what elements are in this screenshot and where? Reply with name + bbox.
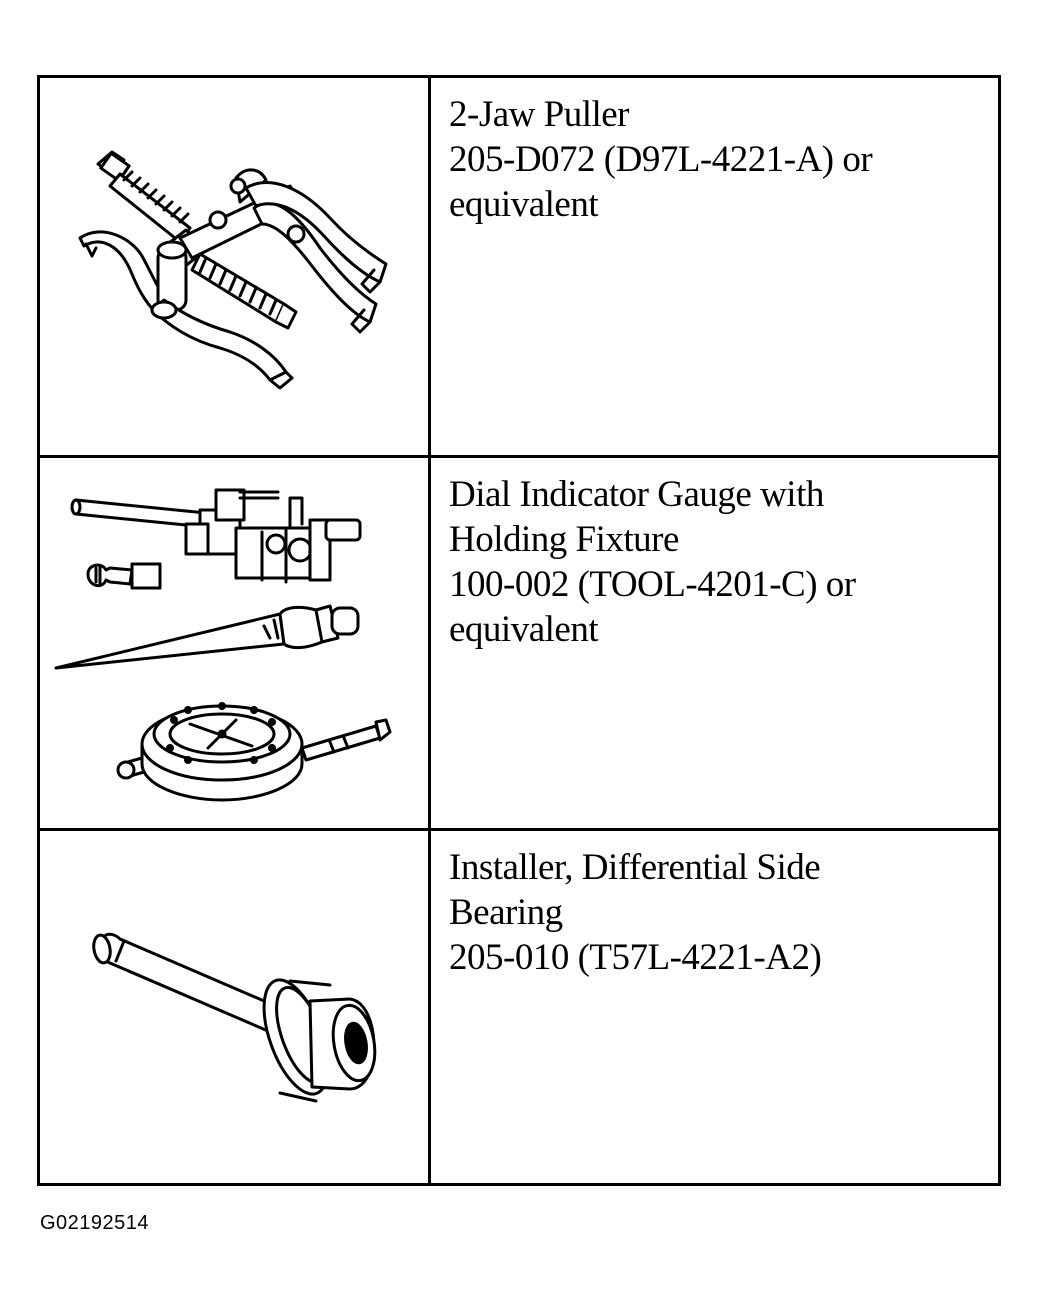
two-jaw-puller-icon [40, 78, 428, 455]
tool-name: 2-Jaw Puller [449, 94, 629, 135]
tool-name-continued: Holding Fixture [449, 519, 679, 560]
tool-part-number: 205-010 (T57L-4221-A2) [449, 937, 822, 978]
tool-description-cell [431, 78, 998, 455]
special-tools-table [37, 75, 1001, 1186]
tool-row-bearing-installer [40, 831, 998, 1183]
tool-name-continued: Bearing [449, 892, 563, 933]
tool-equivalent-note: equivalent [449, 609, 599, 650]
tool-illustration-cell [40, 831, 431, 1183]
tool-illustration-cell [40, 78, 431, 455]
dial-indicator-gauge-icon [40, 458, 428, 828]
tool-illustration-cell [40, 458, 431, 828]
tool-description-cell [431, 458, 998, 828]
tool-name: Installer, Differential Side [449, 847, 821, 888]
tool-description-cell [431, 831, 998, 1183]
tool-row-dial-indicator-gauge [40, 458, 998, 831]
tool-row-two-jaw-puller [40, 78, 998, 458]
figure-id: G02192514 [40, 1212, 150, 1234]
tool-name: Dial Indicator Gauge with [449, 474, 824, 515]
tool-part-number: 205-D072 (D97L-4221-A) or [449, 139, 873, 180]
tool-equivalent-note: equivalent [449, 184, 599, 225]
bearing-installer-icon [40, 831, 428, 1181]
tool-part-number: 100-002 (TOOL-4201-C) or [449, 564, 856, 605]
